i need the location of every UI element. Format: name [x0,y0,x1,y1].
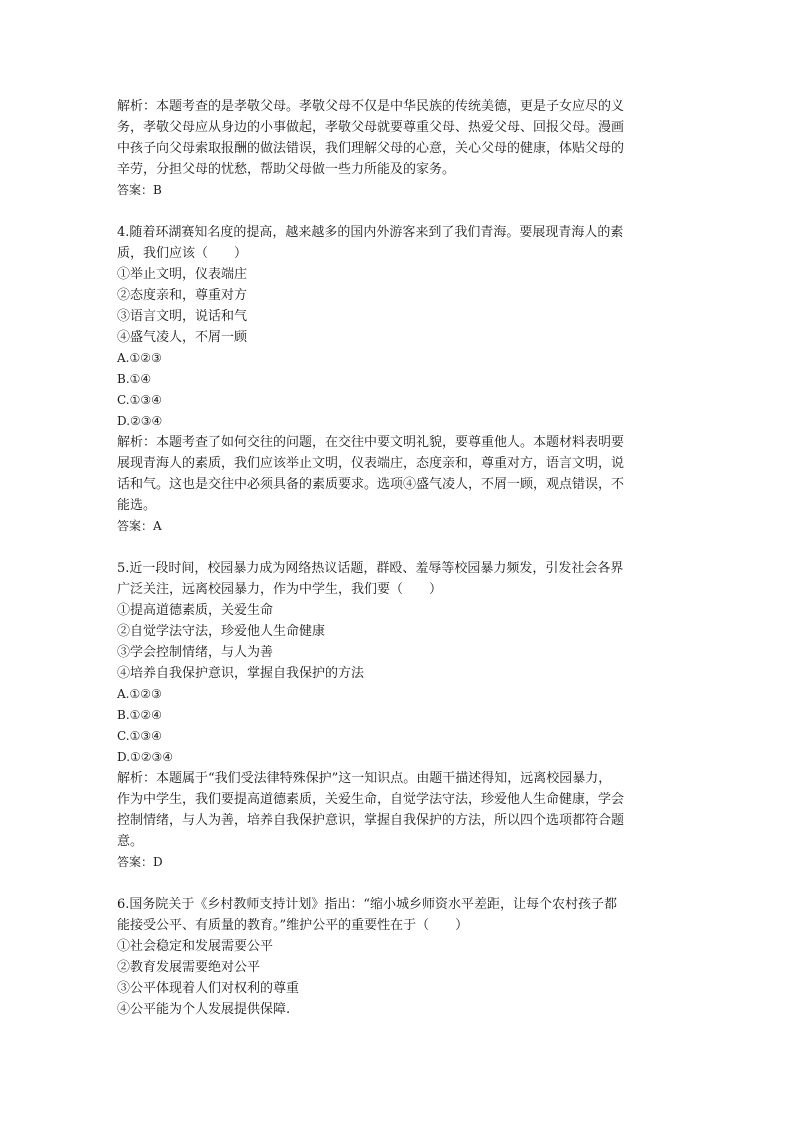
analysis-line: 解析：本题考查的是孝敬父母。孝敬父母不仅是中华民族的传统美德，更是子女应尽的义 [117,99,625,114]
analysis-line: 话和气。这也是交往中必须具备的素质要求。选项④盛气凌人，不屑一顾，观点错误，不 [117,477,625,492]
statement-item: ③学会控制情绪，与人为善 [117,645,274,660]
statement-item: ①社会稳定和发展需要公平 [117,939,274,954]
question-3-tail [117,96,677,201]
statement-item: ②态度亲和，尊重对方 [117,288,248,303]
question-6 [117,894,677,1020]
statement-item: ③公平体现着人们对权利的尊重 [117,981,300,996]
statement-item: ③语言文明，说话和气 [117,309,248,324]
option-d: D.①②③④ [117,750,174,764]
analysis-line: 作为中学生，我们要提高道德素质，关爱生命，自觉学法守法，珍爱他人生命健康，学会 [117,792,625,807]
option-a: A.①②③ [117,687,162,701]
answer-line: 答案：A [117,519,162,533]
question-stem: 4.随着环湖赛知名度的提高，越来越多的国内外游客来到了我们青海。要展现青海人的素 [117,225,624,240]
statement-item: ④公平能为个人发展提供保障. [117,1002,291,1017]
analysis-line: 务，孝敬父母应从身边的小事做起，孝敬父母就要尊重父母、热爱父母、回报父母。漫画 [117,120,625,135]
document-page [117,96,677,1020]
analysis-line: 展现青海人的素质，我们应该举止文明，仪表端庄，态度亲和，尊重对方，语言文明，说 [117,456,625,471]
analysis-line: 中孩子向父母索取报酬的做法错误，我们理解父母的心意，关心父母的健康，体贴父母的 [117,141,625,156]
analysis-line: 解析：本题属于“我们受法律特殊保护”这一知识点。由题干描述得知，远离校园暴力， [117,771,612,786]
statement-item: ②自觉学法守法，珍爱他人生命健康 [117,624,326,639]
question-stem: 5.近一段时间，校园暴力成为网络热议话题，群殴、羞辱等校园暴力频发，引发社会各界 [117,561,624,576]
analysis-line: 能选。 [117,498,157,513]
statement-item: ②教育发展需要绝对公平 [117,960,261,975]
spacer [117,873,677,894]
option-c: C.①③④ [117,393,162,407]
statement-item: ①提高道德素质，关爱生命 [117,603,274,618]
analysis-line: 解析：本题考查了如何交往的问题，在交往中要文明礼貌，要尊重他人。本题材料表明要 [117,435,625,450]
analysis-line: 意。 [117,834,144,849]
option-a: A.①②③ [117,351,162,365]
question-stem: 6.国务院关于《乡村教师支持计划》指出：“缩小城乡师资水平差距，让每个农村孩子都 [117,897,618,912]
spacer [117,537,677,558]
statement-item: ④盛气凌人，不屑一顾 [117,330,248,345]
question-5 [117,558,677,873]
question-4 [117,222,677,537]
statement-item: ①举止文明，仪表端庄 [117,267,248,282]
spacer [117,201,677,222]
option-b: B.①②④ [117,708,162,722]
question-stem: 广泛关注，远离校园暴力，作为中学生，我们要（ ） [117,582,443,597]
option-c: C.①③④ [117,729,162,743]
answer-line: 答案：D [117,855,163,869]
analysis-line: 控制情绪，与人为善，培养自我保护意识，掌握自我保护的方法，所以四个选项都符合题 [117,813,625,828]
question-stem: 质，我们应该（ ） [117,246,248,261]
option-b: B.①④ [117,372,152,386]
statement-item: ④培养自我保护意识，掌握自我保护的方法 [117,666,365,681]
answer-line: 答案：B [117,183,162,197]
question-stem: 能接受公平、有质量的教育。”维护公平的重要性在于（ ） [117,918,469,933]
analysis-line: 辛劳，分担父母的忧愁，帮助父母做一些力所能及的家务。 [117,162,456,177]
option-d: D.②③④ [117,414,163,428]
